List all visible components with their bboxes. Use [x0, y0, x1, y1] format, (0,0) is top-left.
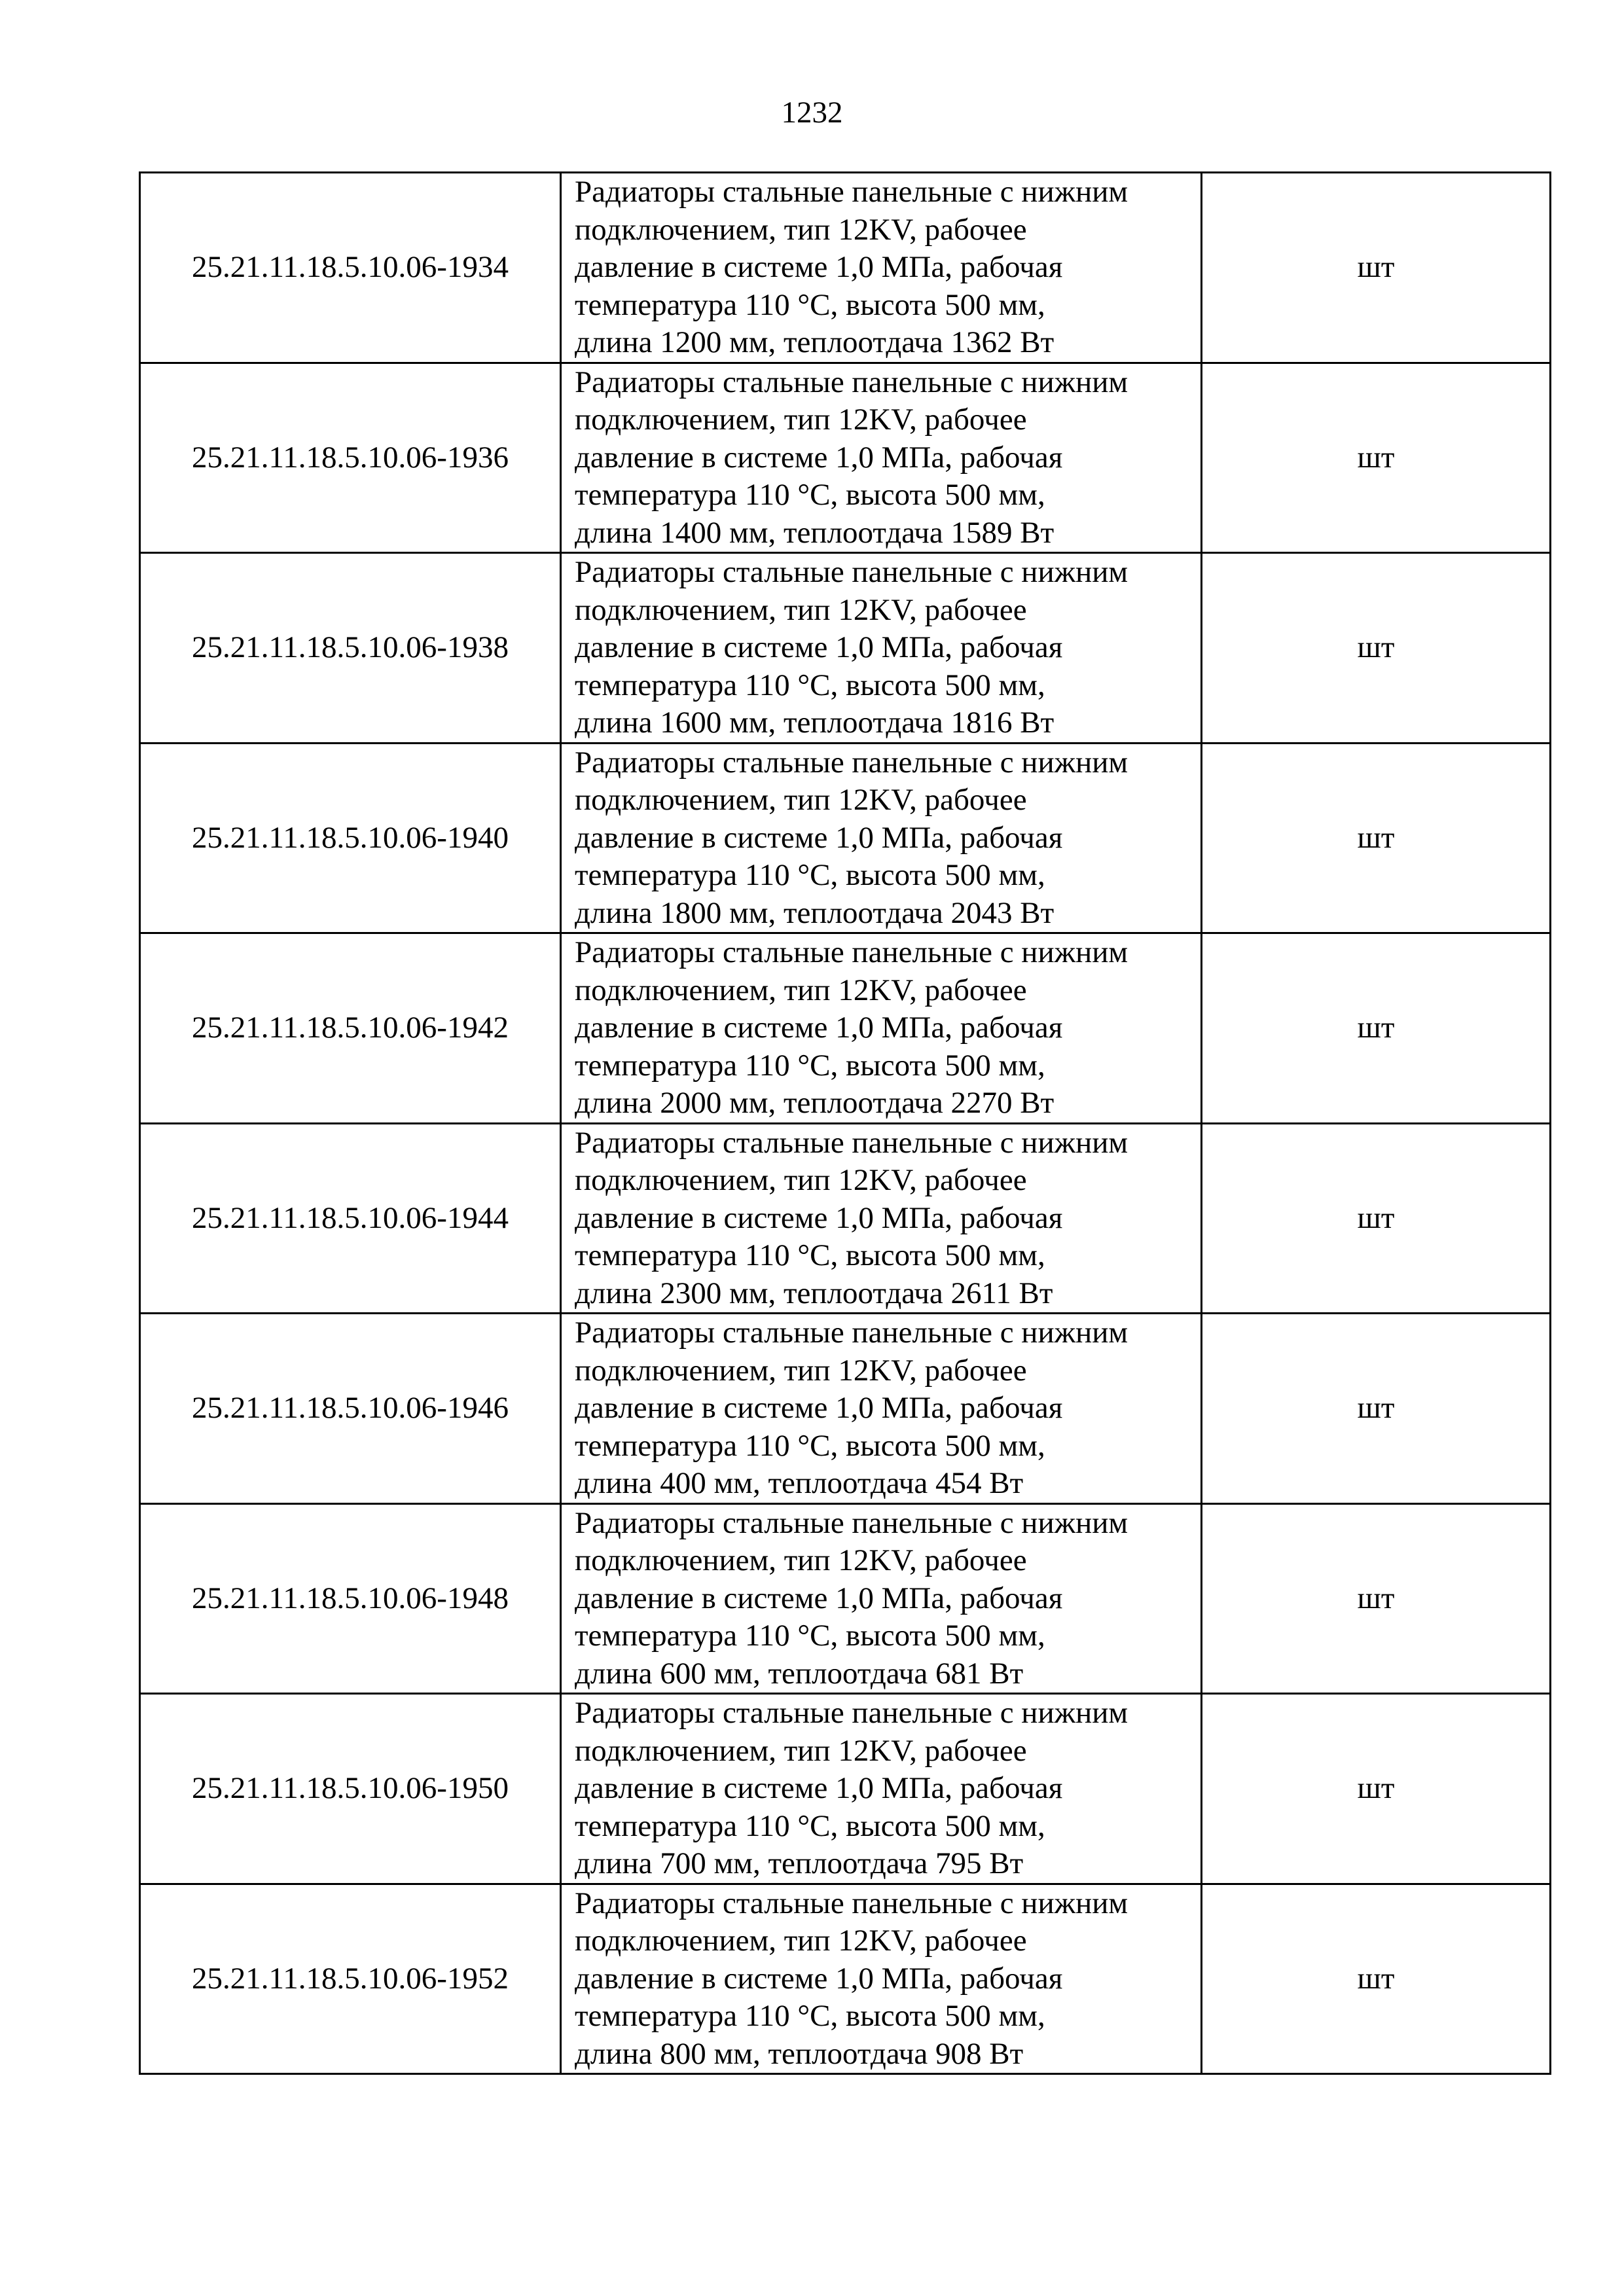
description-line: давление в системе 1,0 МПа, рабочая: [575, 820, 1063, 855]
description-line: Радиаторы стальные панельные с нижним: [575, 935, 1128, 969]
description-line: давление в системе 1,0 МПа, рабочая: [575, 1391, 1063, 1425]
resource-code-cell: 25.21.11.18.5.10.06-1936: [140, 363, 561, 553]
description-line: подключением, тип 12KV, рабочее: [575, 1543, 1027, 1577]
resource-code-cell: 25.21.11.18.5.10.06-1940: [140, 743, 561, 933]
resource-description-cell: [561, 933, 1202, 1124]
description-line: давление в системе 1,0 МПа, рабочая: [575, 630, 1063, 664]
description-line: давление в системе 1,0 МПа, рабочая: [575, 1200, 1063, 1235]
table-row: [140, 1314, 1551, 1504]
table-row: [140, 363, 1551, 553]
unit-cell: шт: [1202, 933, 1551, 1124]
unit-cell: шт: [1202, 1884, 1551, 2074]
description-line: длина 2300 мм, теплоотдача 2611 Вт: [575, 1276, 1053, 1310]
description-line: температура 110 °С, высота 500 мм,: [575, 1428, 1045, 1463]
table-row: [140, 173, 1551, 363]
resource-table-body: [140, 173, 1551, 2074]
resource-code-cell: 25.21.11.18.5.10.06-1950: [140, 1694, 561, 1884]
resource-description-cell: [561, 173, 1202, 363]
description-line: температура 110 °С, высота 500 мм,: [575, 478, 1045, 512]
table-row: [140, 1884, 1551, 2074]
description-line: подключением, тип 12KV, рабочее: [575, 1733, 1027, 1768]
table-row: [140, 553, 1551, 744]
description-line: подключением, тип 12KV, рабочее: [575, 1924, 1027, 1958]
description-line: температура 110 °С, высота 500 мм,: [575, 668, 1045, 702]
description-line: Радиаторы стальные панельные с нижним: [575, 1316, 1128, 1350]
description-line: подключением, тип 12KV, рабочее: [575, 1353, 1027, 1388]
description-line: Радиаторы стальные панельные с нижним: [575, 1125, 1128, 1160]
description-line: температура 110 °С, высота 500 мм,: [575, 1238, 1045, 1272]
table-row: [140, 743, 1551, 933]
unit-cell: шт: [1202, 1314, 1551, 1504]
resource-description-cell: [561, 1503, 1202, 1694]
table-row: [140, 1123, 1551, 1314]
description-line: Радиаторы стальные панельные с нижним: [575, 1696, 1128, 1730]
table-row: [140, 933, 1551, 1124]
page-number: 1232: [781, 96, 843, 130]
table-row: [140, 1694, 1551, 1884]
description-line: Радиаторы стальные панельные с нижним: [575, 175, 1128, 209]
description-line: подключением, тип 12KV, рабочее: [575, 783, 1027, 817]
description-line: Радиаторы стальные панельные с нижним: [575, 365, 1128, 399]
description-line: давление в системе 1,0 МПа, рабочая: [575, 1581, 1063, 1615]
resource-description-cell: [561, 743, 1202, 933]
description-line: длина 1800 мм, теплоотдача 2043 Вт: [575, 895, 1055, 930]
unit-cell: шт: [1202, 173, 1551, 363]
description-line: температура 110 °С, высота 500 мм,: [575, 1619, 1045, 1653]
unit-cell: шт: [1202, 1694, 1551, 1884]
description-line: длина 2000 мм, теплоотдача 2270 Вт: [575, 1086, 1055, 1120]
resource-description-cell: [561, 1123, 1202, 1314]
description-line: подключением, тип 12KV, рабочее: [575, 1163, 1027, 1197]
description-line: длина 1200 мм, теплоотдача 1362 Вт: [575, 325, 1055, 359]
description-line: подключением, тип 12KV, рабочее: [575, 403, 1027, 437]
description-line: температура 110 °С, высота 500 мм,: [575, 1999, 1045, 2033]
resource-description-cell: [561, 1314, 1202, 1504]
description-line: давление в системе 1,0 МПа, рабочая: [575, 1771, 1063, 1805]
unit-cell: шт: [1202, 1123, 1551, 1314]
description-line: Радиаторы стальные панельные с нижним: [575, 1505, 1128, 1540]
description-line: температура 110 °С, высота 500 мм,: [575, 1048, 1045, 1083]
resource-code-cell: 25.21.11.18.5.10.06-1942: [140, 933, 561, 1124]
resource-table: [139, 171, 1551, 2075]
resource-description-cell: [561, 553, 1202, 744]
resource-code-cell: 25.21.11.18.5.10.06-1948: [140, 1503, 561, 1694]
resource-code-cell: 25.21.11.18.5.10.06-1934: [140, 173, 561, 363]
description-line: подключением, тип 12KV, рабочее: [575, 973, 1027, 1007]
description-line: длина 700 мм, теплоотдача 795 Вт: [575, 1846, 1024, 1880]
resource-code-cell: 25.21.11.18.5.10.06-1938: [140, 553, 561, 744]
table-row: [140, 1503, 1551, 1694]
description-line: Радиаторы стальные панельные с нижним: [575, 1886, 1128, 1920]
description-line: температура 110 °С, высота 500 мм,: [575, 287, 1045, 322]
description-line: длина 1600 мм, теплоотдача 1816 Вт: [575, 706, 1055, 740]
description-line: давление в системе 1,0 МПа, рабочая: [575, 1961, 1063, 1996]
description-line: давление в системе 1,0 МПа, рабочая: [575, 250, 1063, 284]
unit-cell: шт: [1202, 1503, 1551, 1694]
description-line: температура 110 °С, высота 500 мм,: [575, 1808, 1045, 1843]
description-line: длина 600 мм, теплоотдача 681 Вт: [575, 1656, 1024, 1691]
unit-cell: шт: [1202, 553, 1551, 744]
resource-code-cell: 25.21.11.18.5.10.06-1946: [140, 1314, 561, 1504]
description-line: давление в системе 1,0 МПа, рабочая: [575, 1011, 1063, 1045]
resource-code-cell: 25.21.11.18.5.10.06-1944: [140, 1123, 561, 1314]
resource-description-cell: [561, 1694, 1202, 1884]
description-line: температура 110 °С, высота 500 мм,: [575, 858, 1045, 892]
unit-cell: шт: [1202, 363, 1551, 553]
resource-description-cell: [561, 1884, 1202, 2074]
description-line: Радиаторы стальные панельные с нижним: [575, 745, 1128, 780]
description-line: подключением, тип 12KV, рабочее: [575, 592, 1027, 627]
unit-cell: шт: [1202, 743, 1551, 933]
description-line: подключением, тип 12KV, рабочее: [575, 212, 1027, 247]
description-line: давление в системе 1,0 МПа, рабочая: [575, 440, 1063, 475]
resource-code-cell: 25.21.11.18.5.10.06-1952: [140, 1884, 561, 2074]
resource-description-cell: [561, 363, 1202, 553]
description-line: длина 800 мм, теплоотдача 908 Вт: [575, 2036, 1024, 2071]
description-line: длина 400 мм, теплоотдача 454 Вт: [575, 1466, 1024, 1500]
description-line: длина 1400 мм, теплоотдача 1589 Вт: [575, 515, 1055, 550]
description-line: Радиаторы стальные панельные с нижним: [575, 555, 1128, 589]
